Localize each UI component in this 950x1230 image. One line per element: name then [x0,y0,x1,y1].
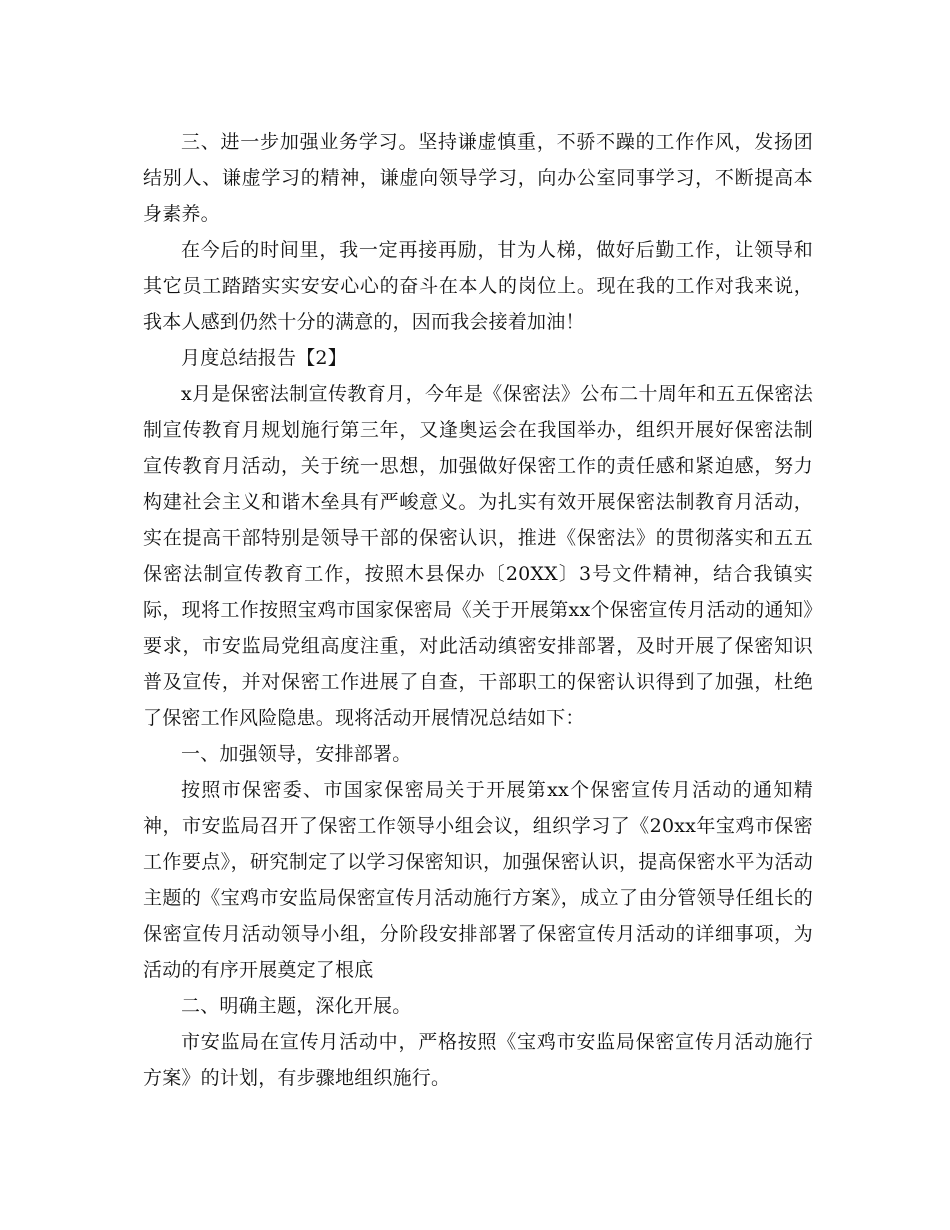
subheading-leadership: 一、加强领导，安排部署。 [181,743,412,765]
paragraph-leadership-details: 按照市保密委、市国家保密局关于开展第xx个保密宣传月活动的通知精神，市安监局召开了保密工作领导小组会议，组织学习了《20xx年宝鸡市保密工作要点》，研究制定了以学习保密知识，加强保密认识，提高保密水平为活动主题的《宝鸡市安监局保密宣传月活动施行方案》，成立了由分管领导任组长的保密宣传月活动领导小组，分阶段安排部署了保密宣传月活动的详细事项，为活动的有序开展奠定了根底 [143,779,813,981]
subheading-theme: 二、明确主题，深化开展。 [181,995,412,1017]
document-page [143,124,813,1096]
section-heading-report-2: 月度总结报告【2】 [181,347,347,369]
paragraph-theme-details: 市安监局在宣传月活动中，严格按照《宝鸡市安监局保密宣传月活动施行方案》的计划，有步骤地组织施行。 [143,1031,813,1089]
paragraph-strengthen-study: 三、进一步加强业务学习。坚持谦虚慎重，不骄不躁的工作作风，发扬团结别人、谦虚学习的精神，谦虚向领导学习，向办公室同事学习，不断提高本身素养。 [143,131,813,225]
paragraph-future-commitment: 在今后的时间里，我一定再接再励，甘为人梯，做好后勤工作，让领导和其它员工踏踏实实安安心心的奋斗在本人的岗位上。现在我的工作对我来说，我本人感到仍然十分的满意的，因而我会接着加油！ [143,239,813,333]
paragraph-secrecy-month-intro: x月是保密法制宣传教育月，今年是《保密法》公布二十周年和五五保密法制宣传教育月规划施行第三年，又逢奥运会在我国举办，组织开展好保密法制宣传教育月活动，关于统一思想，加强做好保密工作的责任感和紧迫感，努力构建社会主义和谐木垒具有严峻意义。为扎实有效开展保密法制教育月活动，实在提高干部特别是领导干部的保密认识，推进《保密法》的贯彻落实和五五保密法制宣传教育工作，按照木县保办〔20XX〕3号文件精神，结合我镇实际，现将工作按照宝鸡市国家保密局《关于开展第xx个保密宣传月活动的通知》要求，市安监局党组高度注重，对此活动缜密安排部署，及时开展了保密知识普及宣传，并对保密工作进展了自查，干部职工的保密认识得到了加强，杜绝了保密工作风险隐患。现将活动开展情况总结如下： [143,383,813,729]
